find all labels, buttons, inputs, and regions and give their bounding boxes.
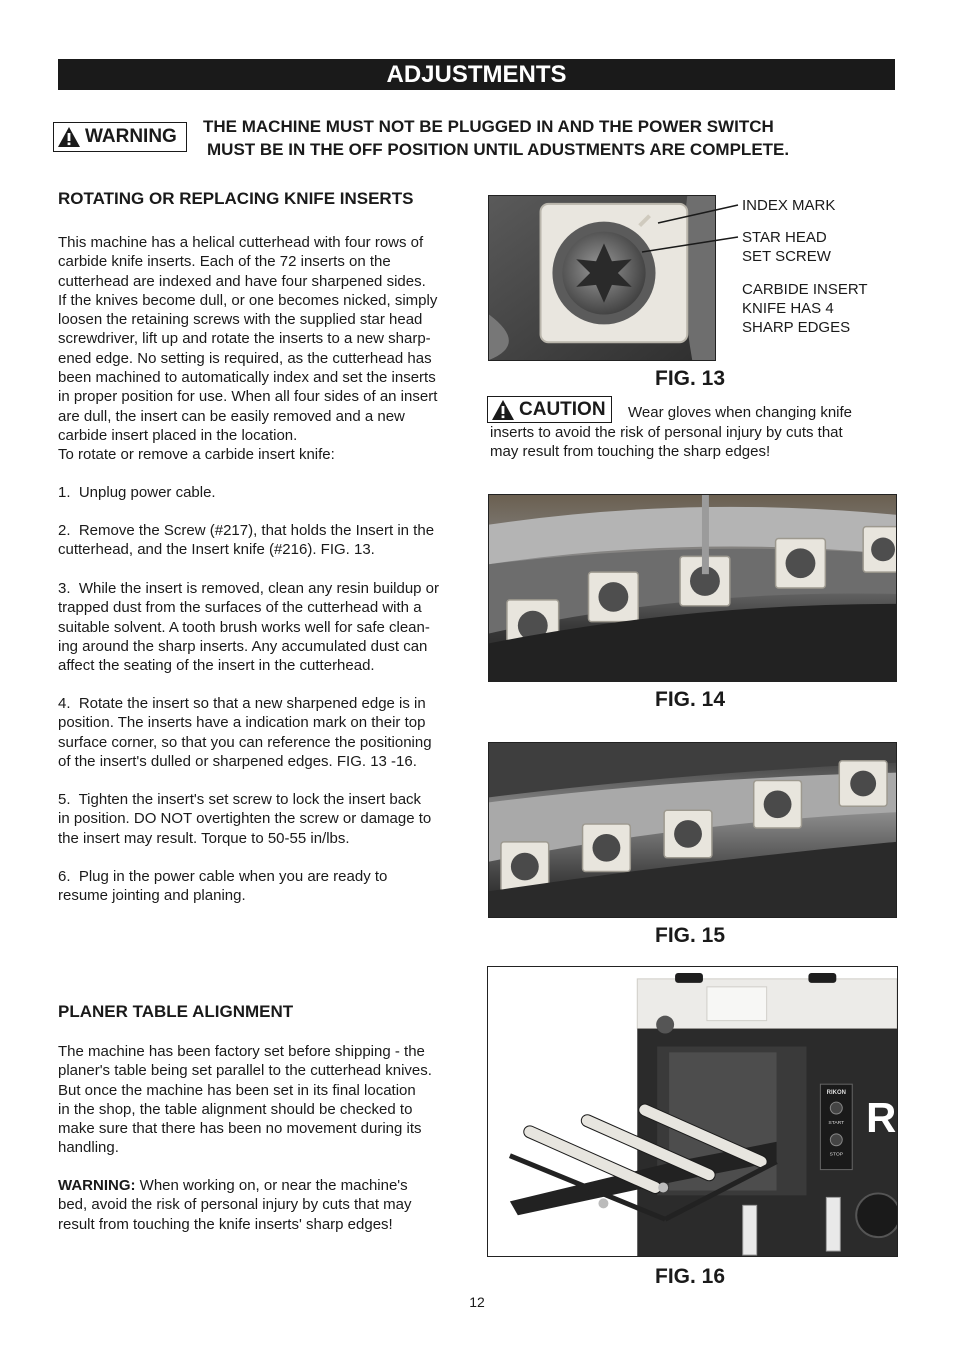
step-2: 2. Remove the Screw (#217), that holds the Insert in the cutterhead, and the Insert knife (#216). FIG. 13. [58, 522, 435, 559]
warning-triangle-icon [57, 126, 81, 148]
fig16-label: FIG. 16 [655, 1265, 726, 1288]
step-3: 3. While the insert is removed, clean any resin buildup or trapped dust from the surfaces of the cutterhead with a suitable solvent. A tooth brush works well for safe clean- ing around the sharp inserts. Any accumulated dust can affect the seating of the insert in the cutterhead. [58, 580, 440, 675]
step-5: 5. Tighten the insert's set screw to lock the insert back in position. DO NOT overtighten the screw or damage to the insert may result. Torque to 50-55 in/lbs. [58, 791, 432, 847]
caution-triangle-icon [491, 399, 515, 421]
step-1: 1. Unplug power cable. [58, 484, 216, 501]
fig15-label: FIG. 15 [655, 924, 726, 947]
warning-message [203, 115, 893, 161]
fig13-callout-insert: CARBIDE INSERT KNIFE HAS 4 SHARP EDGES [742, 281, 868, 336]
page-title: ADJUSTMENTS [386, 61, 567, 88]
step-6: 6. Plug in the power cable when you are ready to resume jointing and planing. [58, 868, 388, 905]
planer-section-title: PLANER TABLE ALIGNMENT [58, 1002, 294, 1021]
warning-line-2: MUST BE IN THE OFF POSITION UNTIL ADUSTMENTS ARE COMPLETE. [207, 140, 790, 159]
warning-line-1: THE MACHINE MUST NOT BE PLUGGED IN AND THE POWER SWITCH [203, 117, 774, 136]
rotating-section-title: ROTATING OR REPLACING KNIFE INSERTS [58, 189, 414, 208]
planer-warning-label: WARNING: [58, 1177, 136, 1194]
fig16-photo [487, 966, 898, 1257]
planer-warning [58, 1176, 478, 1234]
caution-rest: inserts to avoid the risk of personal injury by cuts that may result from touching the sharp edges! [490, 424, 843, 461]
step-4: 4. Rotate the insert so that a new sharpened edge is in position. The inserts have a indication mark on their top surface corner, so that you can reference the positioning of the insert's dulled or sharpened edges. FIG. 13 -16. [58, 695, 432, 770]
warning-badge-label: WARNING [85, 126, 177, 147]
planer-warning-body: When working on, or near the machine's bed, avoid the risk of personal injury by cuts that may result from touching the knife inserts' sharp edges! [58, 1177, 412, 1233]
fig13-callout-index: INDEX MARK [742, 197, 836, 214]
warning-badge [53, 122, 187, 152]
fig16-panel-start: START [828, 1120, 845, 1126]
fig14-photo [488, 494, 897, 682]
planer-body: The machine has been factory set before shipping - the planer's table being set parallel to the cutterhead knives. But once the machine has been set in its final location in the shop, the table alignment should be checked to make sure that there has been no movement during its handling. [58, 1043, 432, 1157]
fig16-panel-brand: RIKON [826, 1090, 846, 1097]
fig15-photo [488, 742, 897, 918]
fig13-label: FIG. 13 [655, 367, 726, 390]
caution-line-1: Wear gloves when changing knife [628, 404, 853, 421]
fig16-side-letter: R [866, 1093, 897, 1141]
fig13-callout-lines [640, 196, 746, 296]
fig16-panel-stop: STOP [829, 1152, 844, 1158]
rotating-intro: This machine has a helical cutterhead with four rows of carbide knife inserts. Each of the 72 inserts on the cutterhead are indexed and have four sharpened sides. If the knives become dull, or one becomes nicked, simply loosen the retaining screws with the supplied star head screwdriver, lift up and rotate the inserts to a new sharp- ened edge. No setting is required, as the cutterhead has been machined to automatically index and set the inserts in proper position for use. When all four sides of an insert are dull, the insert can be easily removed and a new carbide insert placed in the location. To rotate or remove a carbide insert knife: [58, 234, 438, 464]
fig13-callout-screw: STAR HEAD SET SCREW [742, 229, 831, 265]
page-title-banner [58, 59, 895, 90]
caution-badge [487, 396, 612, 423]
page-number: 12 [469, 1294, 485, 1310]
caution-badge-label: CAUTION [519, 398, 606, 420]
fig14-label: FIG. 14 [655, 688, 726, 711]
